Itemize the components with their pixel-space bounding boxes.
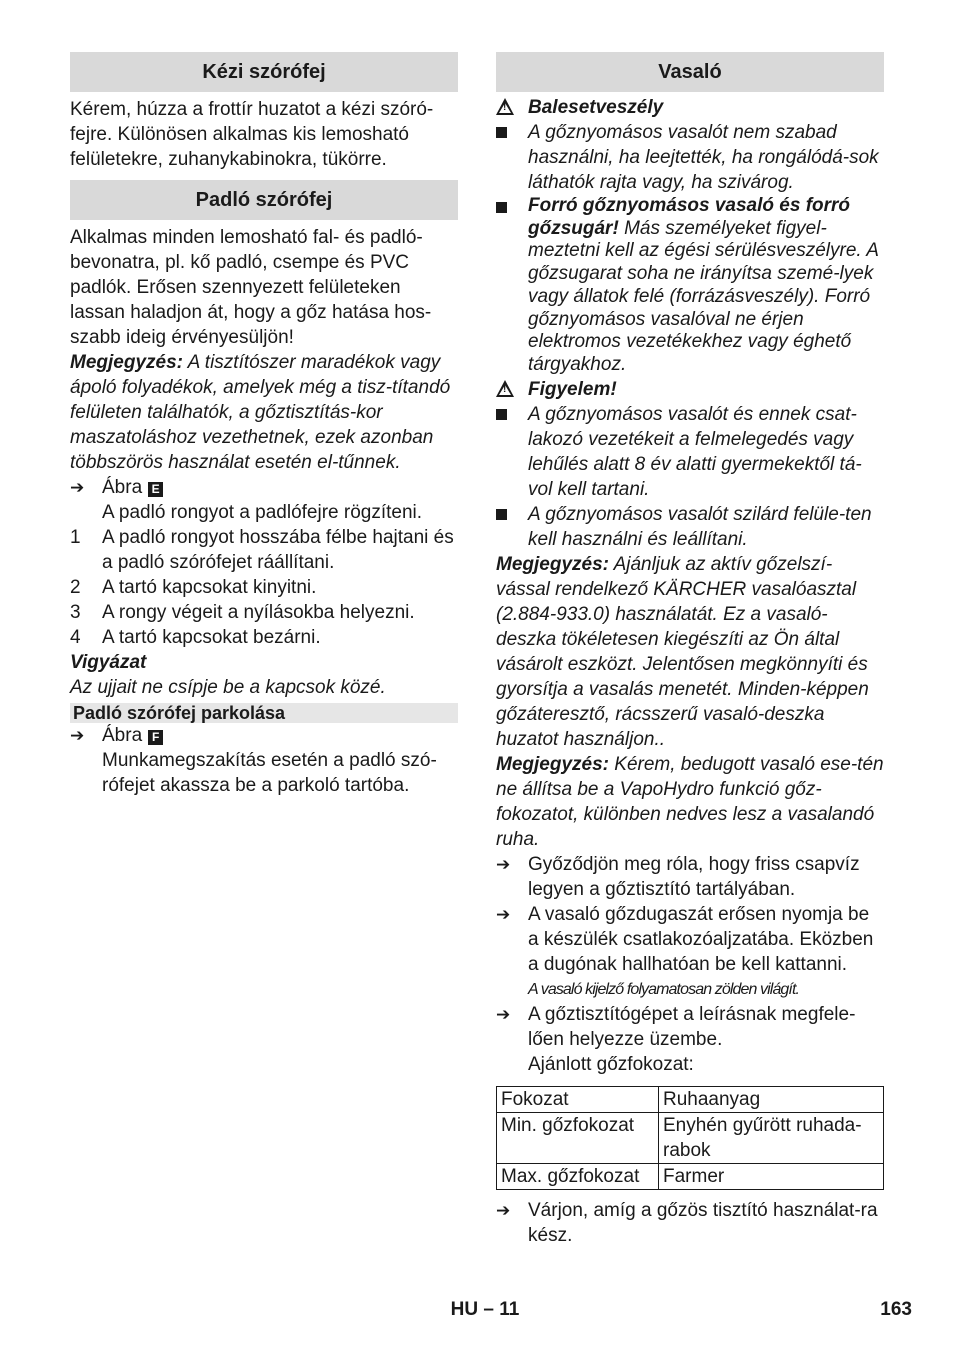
danger-title-row [496, 95, 884, 120]
attention-title-row [496, 377, 884, 402]
note-paragraph [70, 350, 458, 475]
figure-label: Ábra [102, 725, 143, 746]
table-cell: Enyhén gyűrött ruhada-rabok [659, 1112, 884, 1163]
table-row [497, 1163, 884, 1189]
table-cell: Max. gőzfokozat [497, 1163, 659, 1189]
attention-bullet: A gőznyomásos vasalót és ennek csat-lakozó vezetékeit a felmelegedés vagy lehűlés alatt 8 év alatti gyermekektől tá-vol kell tartani. [496, 402, 884, 502]
steam-level-table [496, 1086, 884, 1190]
steps-list [70, 525, 458, 650]
arrow-right-icon: ➔ [496, 904, 511, 924]
right-column [496, 52, 884, 1248]
caution-title: Vigyázat [70, 652, 147, 673]
instruction-step: ➔ Győződjön meg róla, hogy friss csapvíz legyen a gőztisztító tartályában. [496, 853, 860, 900]
note-label: Megjegyzés: [70, 352, 183, 373]
instruction-step: ➔ A vasaló gőzdugaszát erősen nyomja be a készülék csatlakozóaljzatába. Eközben a dugónak hallhatóan be kell kattanni. [496, 903, 874, 975]
list-item: 1 A padló rongyot hosszába félbe hajtani és a padló szórófejet ráállítani. [70, 527, 454, 573]
list-item: 2 A tartó kapcsokat kinyitni. [70, 577, 317, 598]
warning-triangle-icon [496, 98, 514, 115]
table-cell: Min. gőzfokozat [497, 1112, 659, 1163]
page-number: 163 [880, 1299, 912, 1320]
table-header-row [497, 1086, 884, 1112]
arrow-right-icon: ➔ [496, 1200, 511, 1220]
arrow-right-icon: ➔ [496, 854, 511, 874]
caution-text: Az ujjait ne csípje be a kapcsok közé. [70, 677, 386, 698]
padlo-szorofej-text: Alkalmas minden lemosható fal- és padló-bevonatra, pl. kő padló, csempe és PVC padlók. Erősen szennyezett felületeken lassan haladjon át, hogy a gőz hatása hos-szabb ideig érvényesüljön! [70, 227, 432, 348]
arrow-right-icon: ➔ [70, 478, 85, 497]
padlo-szorofej-heading: Padló szórófej [70, 180, 458, 220]
recommended-steam-label: Ajánlott gőzfokozat: [528, 1053, 694, 1075]
note-label: Megjegyzés: [496, 553, 609, 575]
kezi-szorofej-text: Kérem, húzza a frottír huzatot a kézi szóró-fejre. Különösen alkalmas kis lemosható felületekre, zuhanykabinokra, tükörre. [70, 99, 434, 170]
danger-title: Balesetveszély [528, 97, 664, 118]
square-bullet-icon [496, 509, 507, 520]
figure-e-text: A padló rongyot a padlófejre rögzíteni. [102, 502, 423, 523]
kezi-szorofej-heading: Kézi szórófej [70, 52, 458, 92]
vasalo-heading: Vasaló [496, 52, 884, 92]
danger-bullet: A gőznyomásos vasalót nem szabad használni, ha leejtették, ha rongálódá-sok láthatók rajta vagy, ha szivárog. [496, 120, 884, 195]
figure-f-badge: F [148, 730, 163, 745]
indicator-note: A vasaló kijelző folyamatosan zölden világít. [528, 980, 800, 998]
danger-bullet: Forró gőznyomásos vasaló és forró gőzsugár! Más személyeket figyel-meztetni kell az égési sérülésveszélyre. A gőzsugarat soha ne irányítsa szemé-lyek vagy állatok felé (forrázásveszély). Forró gőznyomásos vasalóval ne érjen elektromos vezetékekhez vagy éghető tárgyakhoz. [496, 195, 884, 377]
arrow-right-icon: ➔ [70, 726, 85, 745]
note-text: A tisztítószer maradékok vagy ápoló folyadékok, amelyek még a tisz-títandó felületen találhatók, a gőztisztítás-kor maszatoláshoz vezethetnek, ezek azonban többszörös használat esetén el-tűnnek. [70, 352, 451, 473]
figure-label: Ábra [102, 477, 143, 498]
arrow-right-icon: ➔ [496, 1004, 511, 1024]
figure-e-badge: E [148, 482, 163, 497]
table-header-cell: Fokozat [497, 1086, 659, 1112]
note-label: Megjegyzés: [496, 753, 609, 775]
square-bullet-icon [496, 409, 507, 420]
instruction-step: ➔ Várjon, amíg a gőzös tisztító használat-ra kész. [496, 1199, 878, 1246]
table-header-cell: Ruhaanyag [659, 1086, 884, 1112]
warning-triangle-icon [496, 380, 514, 397]
figure-f-text: Munkamegszakítás esetén a padló szó-rófejet akassza be a parkoló tartóba. [102, 750, 437, 796]
attention-bullet: A gőznyomásos vasalót szilárd felüle-ten kell használni és leállítani. [496, 502, 884, 552]
attention-title: Figyelem! [528, 378, 617, 400]
table-cell: Farmer [659, 1163, 884, 1189]
note1-paragraph: Megjegyzés: Ajánljuk az aktív gőzelszí-vással rendelkező KÄRCHER vasalóasztal (2.884-933.0) használatát. Ez a vasaló-deszka tökéletesen kiegészíti az Ön által vásárolt eszközt. Jelentősen megkönnyíti és gyorsítja a vasalás menetét. Minden-képpen gőzáteresztő, rácsszerű vasaló-deszka huzatot használjon.. [496, 553, 869, 750]
list-item: 3 A rongy végeit a nyílásokba helyezni. [70, 602, 415, 623]
table-row [497, 1112, 884, 1163]
note2-paragraph: Megjegyzés: Kérem, bedugott vasaló ese-tén ne állítsa be a VapoHydro funkció gőz-fokozatot, különben nedves lesz a vasalandó ruha. [496, 753, 884, 850]
footer-section-label: HU – 11 [450, 1299, 520, 1320]
figure-e-ref [70, 475, 458, 500]
left-column [70, 52, 458, 798]
list-item: 4 A tartó kapcsokat bezárni. [70, 627, 321, 648]
instruction-step: ➔ A gőztisztítógépet a leírásnak megfele-lően helyezze üzembe. [496, 1003, 856, 1050]
park-subheading: Padló szórófej parkolása [70, 703, 458, 723]
square-bullet-icon [496, 127, 507, 138]
figure-f-ref [70, 723, 458, 748]
square-bullet-icon [496, 202, 507, 213]
